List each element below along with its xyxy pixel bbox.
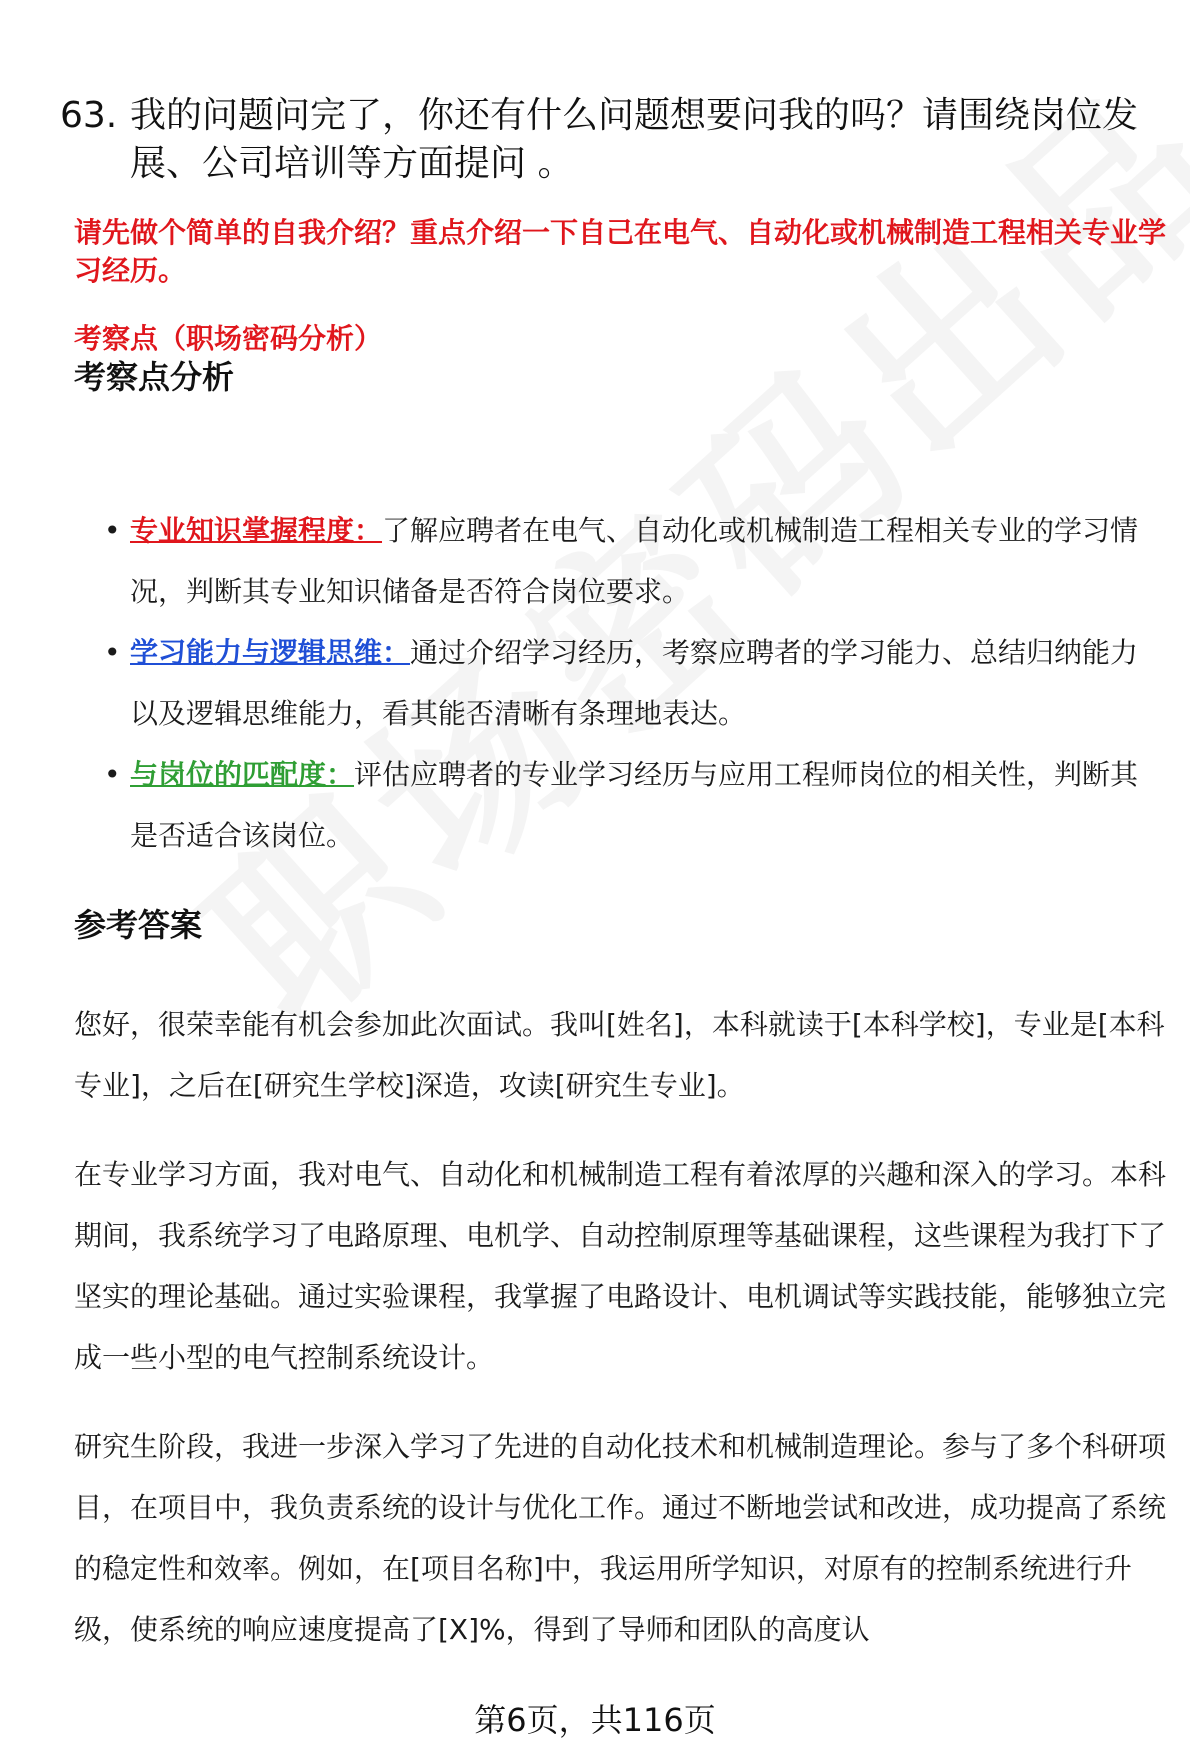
prompt-question: 请先做个简单的自我介绍？重点介绍一下自己在电气、自动化或机械制造工程相关专业学习经历。	[74, 216, 1167, 287]
answer-paragraph: 研究生阶段，我进一步深入学习了先进的自动化技术和机械制造理论。参与了多个科研项目，在项目中，我负责系统的设计与优化工作。通过不断地尝试和改进，成功提高了系统的稳定性和效率。例如，在[项目名称]中，我运用所学知识，对原有的控制系统进行升级，使系统的响应速度提高了[X]%，得到了导师和团队的高度认	[74, 1430, 1167, 1646]
analysis-item	[104, 622, 1160, 744]
question-text: 我的问题问完了，你还有什么问题想要问我的吗？请围绕岗位发展、公司培训等方面提问 。	[130, 95, 1139, 184]
analysis-list	[104, 500, 1160, 866]
analysis-item-text: 评估应聘者的专业学习经历与应用工程师岗位的相关性，判断其是否适合该岗位。	[130, 758, 1139, 852]
analysis-item-text: 了解应聘者在电气、自动化或机械制造工程相关专业的学习情况，判断其专业知识储备是否符合岗位要求。	[130, 514, 1139, 608]
analysis-item-key: 与岗位的匹配度：	[130, 758, 355, 791]
answer-heading: 参考答案	[74, 906, 203, 944]
answer-paragraph: 在专业学习方面，我对电气、自动化和机械制造工程有着浓厚的兴趣和深入的学习。本科期间，我系统学习了电路原理、电机学、自动控制原理等基础课程，这些课程为我打下了坚实的理论基础。通过实验课程，我掌握了电路设计、电机调试等实践技能，能够独立完成一些小型的电气控制系统设计。	[74, 1158, 1167, 1374]
prompt-subtitle: 考察点（职场密码分析）	[74, 322, 383, 355]
bullet-icon: •	[104, 758, 121, 791]
analysis-item	[104, 500, 1160, 622]
analysis-item	[104, 744, 1160, 866]
page-number: 第6页，共116页	[474, 1701, 716, 1739]
analysis-item-key: 专业知识掌握程度：	[130, 514, 383, 547]
question-title	[60, 92, 1160, 188]
bullet-icon: •	[104, 514, 121, 547]
answer-paragraph: 您好，很荣幸能有机会参加此次面试。我叫[姓名]，本科就读于[本科学校]，专业是[本科专业]，之后在[研究生学校]深造，攻读[研究生专业]。	[74, 1008, 1165, 1102]
question-number: 63.	[60, 95, 118, 136]
analysis-item-text: 通过介绍学习经历，考察应聘者的学习能力、总结归纳能力以及逻辑思维能力，看其能否清晰有条理地表达。	[130, 636, 1139, 730]
analysis-item-key: 学习能力与逻辑思维：	[130, 636, 411, 669]
bullet-icon: •	[104, 636, 121, 669]
analysis-heading: 考察点分析	[74, 358, 235, 396]
